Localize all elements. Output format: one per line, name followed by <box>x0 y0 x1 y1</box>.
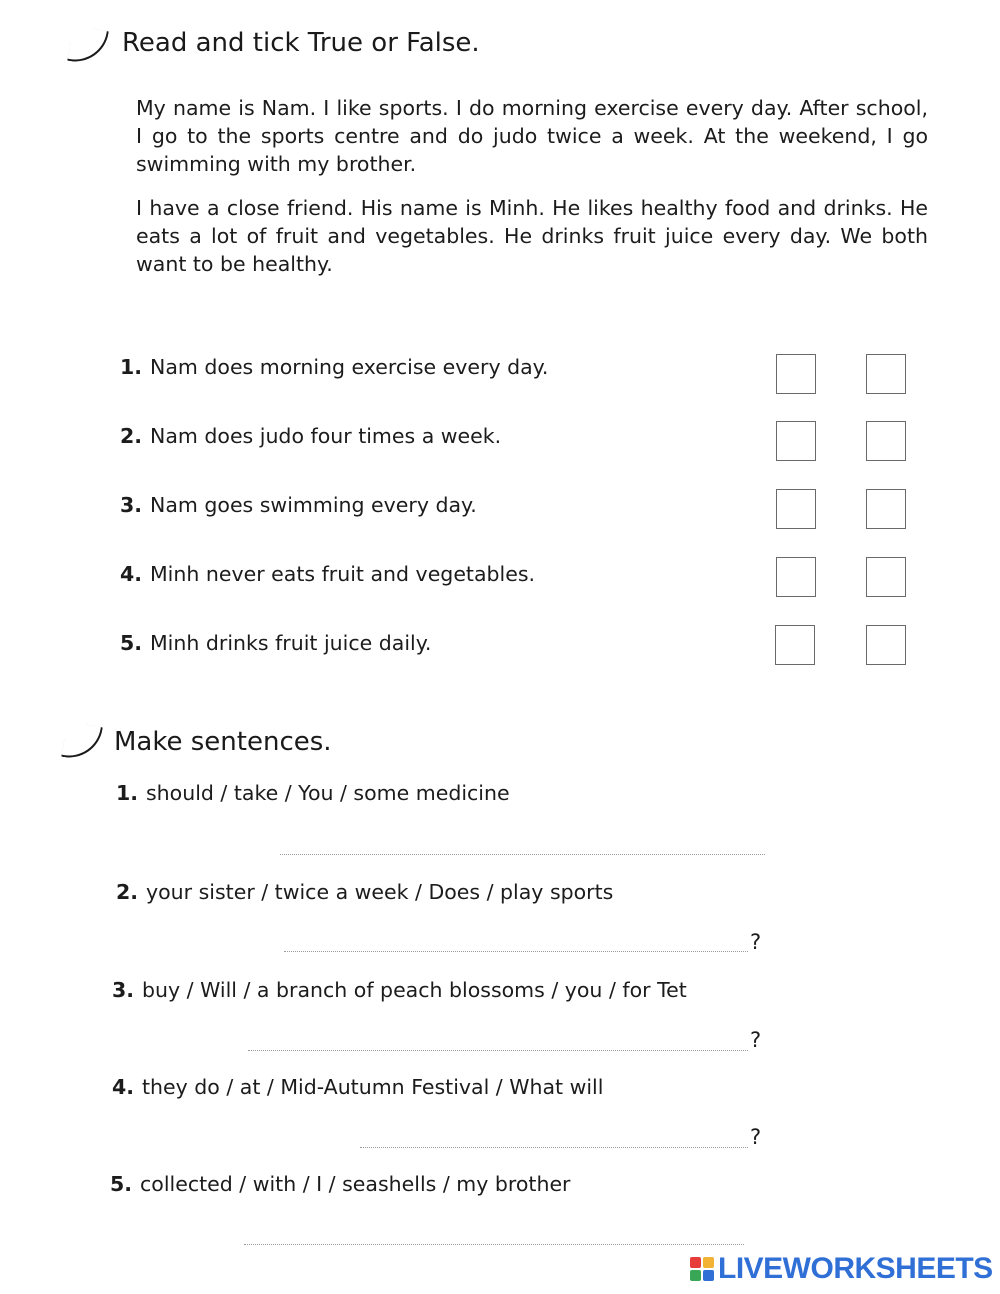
tf-1-false-checkbox[interactable] <box>866 354 906 394</box>
sentence-item-number: 5. <box>110 1172 133 1196</box>
tf-item-number: 1. <box>120 355 143 379</box>
tf-5-true-checkbox[interactable] <box>775 625 815 665</box>
sentence-item-2 <box>116 880 613 904</box>
tf-item-text: Minh never eats fruit and vegetables. <box>150 562 536 586</box>
sentence-item-prompt: your sister / twice a week / Does / play sports <box>146 880 614 904</box>
logo-square-red <box>690 1257 701 1268</box>
sentence-4-answer-line[interactable] <box>360 1147 748 1148</box>
logo-brand-text: LIVEWORKSHEETS <box>718 1252 993 1285</box>
sentence-item-number: 1. <box>116 781 139 805</box>
tf-4-false-checkbox[interactable] <box>866 557 906 597</box>
passage-paragraph-1: My name is Nam. I like sports. I do morning exercise every day. After school, I go to the sports centre and do judo twice a week. At the weekend, I go swimming with my brother. <box>136 96 928 176</box>
tf-item-text: Nam goes swimming every day. <box>150 493 477 517</box>
sentence-1-answer-line[interactable] <box>280 854 765 855</box>
tf-item-5 <box>120 631 431 655</box>
liveworksheets-logo <box>690 1252 993 1286</box>
sentence-item-number: 4. <box>112 1075 135 1099</box>
sentence-item-prompt: they do / at / Mid-Autumn Festival / What will <box>142 1075 604 1099</box>
tf-item-number: 5. <box>120 631 143 655</box>
tf-3-false-checkbox[interactable] <box>866 489 906 529</box>
sentence-3-end-mark: ? <box>750 1028 762 1052</box>
tf-4-true-checkbox[interactable] <box>776 557 816 597</box>
logo-square-yellow <box>703 1257 714 1268</box>
tf-3-true-checkbox[interactable] <box>776 489 816 529</box>
sentence-item-prompt: collected / with / I / seashells / my brother <box>140 1172 571 1196</box>
sentence-item-number: 2. <box>116 880 139 904</box>
tf-1-true-checkbox[interactable] <box>776 354 816 394</box>
sentence-item-1 <box>116 781 510 805</box>
tf-item-text: Minh drinks fruit juice daily. <box>150 631 432 655</box>
sentence-item-4 <box>112 1075 603 1099</box>
tf-item-2 <box>120 424 501 448</box>
sentence-item-prompt: should / take / You / some medicine <box>146 781 510 805</box>
sentence-3-answer-line[interactable] <box>248 1050 748 1051</box>
passage-paragraph-2: I have a close friend. His name is Minh. He likes healthy food and drinks. He eats a lot of fruit and vegetables. He drinks fruit juice every day. We both want to be healthy. <box>136 196 928 276</box>
logo-square-blue <box>703 1270 714 1281</box>
tf-2-true-checkbox[interactable] <box>776 421 816 461</box>
sentence-2-answer-line[interactable] <box>284 951 748 952</box>
tf-item-3 <box>120 493 477 517</box>
logo-square-green <box>690 1270 701 1281</box>
logo-grid-icon <box>690 1257 714 1281</box>
sentence-item-number: 3. <box>112 978 135 1002</box>
sentence-4-end-mark: ? <box>750 1125 762 1149</box>
sentence-item-prompt: buy / Will / a branch of peach blossoms / you / for Tet <box>142 978 687 1002</box>
section-2-marker <box>61 721 103 763</box>
section-2-title: Make sentences. <box>114 727 332 757</box>
sentence-2-end-mark: ? <box>750 930 762 954</box>
tf-item-text: Nam does morning exercise every day. <box>150 355 549 379</box>
sentence-5-answer-line[interactable] <box>244 1244 744 1245</box>
sentence-item-3 <box>112 978 687 1002</box>
tf-item-number: 3. <box>120 493 143 517</box>
sentence-item-5 <box>110 1172 570 1196</box>
tf-2-false-checkbox[interactable] <box>866 421 906 461</box>
tf-item-4 <box>120 562 535 586</box>
section-1-title: Read and tick True or False. <box>122 28 480 58</box>
section-1-marker <box>67 25 109 67</box>
tf-item-1 <box>120 355 548 379</box>
tf-item-number: 4. <box>120 562 143 586</box>
tf-5-false-checkbox[interactable] <box>866 625 906 665</box>
tf-item-text: Nam does judo four times a week. <box>150 424 502 448</box>
tf-item-number: 2. <box>120 424 143 448</box>
